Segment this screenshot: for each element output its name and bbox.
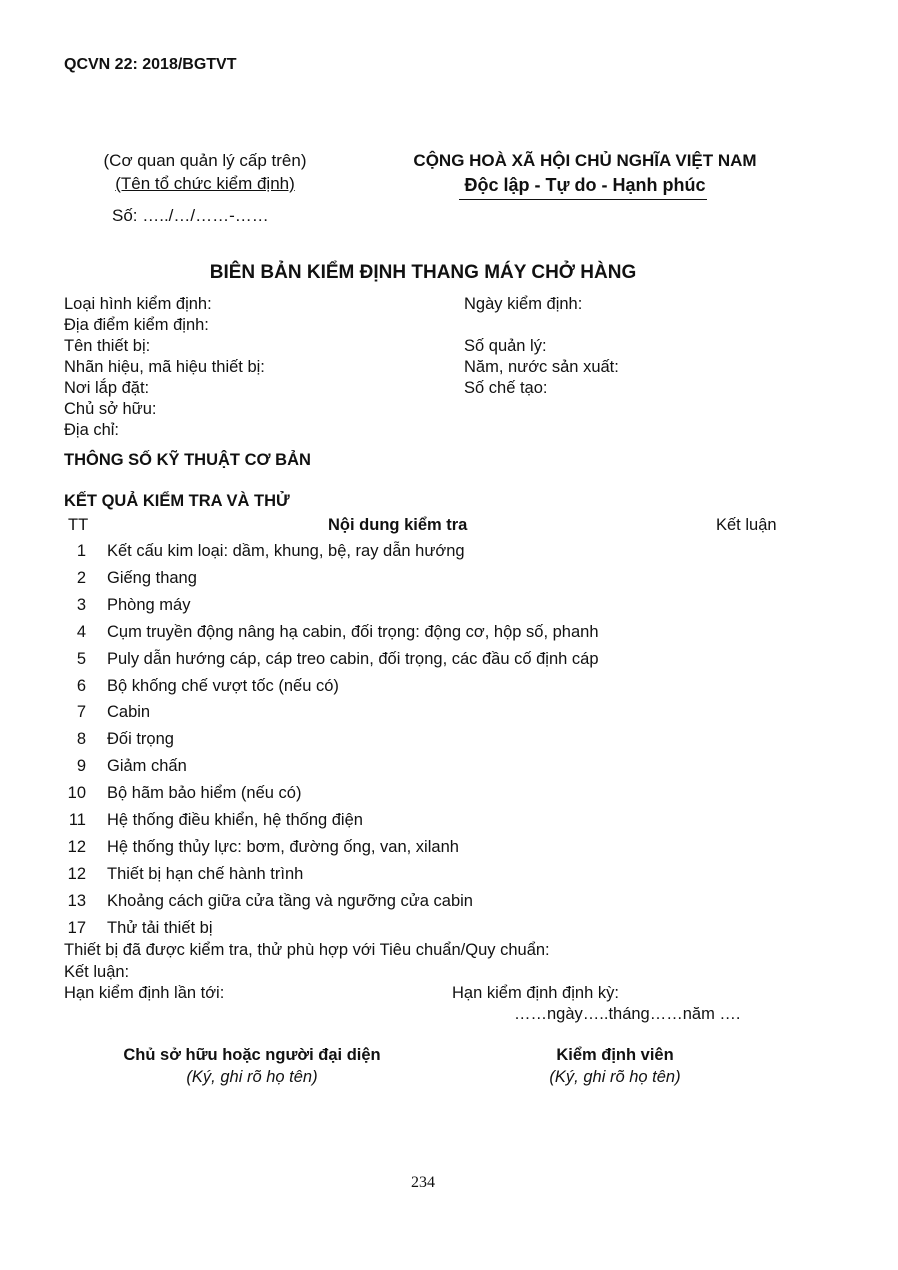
field-location: Địa điểm kiểm định: xyxy=(64,316,209,334)
page-number: 234 xyxy=(411,1174,435,1191)
table-row-tt: 12 xyxy=(67,865,86,883)
table-row-tt: 2 xyxy=(76,569,86,587)
field-owner: Chủ sở hữu: xyxy=(64,400,157,418)
table-row-tt: 12 xyxy=(67,838,86,856)
section-results: KẾT QUẢ KIỂM TRA VÀ THỬ xyxy=(64,492,290,510)
field-serial-no: Số chế tạo: xyxy=(464,379,548,397)
col-header-tt: TT xyxy=(68,516,89,534)
document-number: Số: …../…/……-…… xyxy=(112,206,269,225)
field-conclusion: Kết luận: xyxy=(64,963,130,981)
table-row-tt: 1 xyxy=(76,542,86,560)
table-row-tt: 10 xyxy=(67,784,86,802)
table-row-content: Bộ hãm bảo hiểm (nếu có) xyxy=(107,784,302,802)
nation-motto: Độc lập - Tự do - Hạnh phúc xyxy=(464,175,706,195)
table-row-tt: 3 xyxy=(76,596,86,614)
table-row-content: Hệ thống thủy lực: bơm, đường ống, van, xilanh xyxy=(107,838,459,856)
document-title: BIÊN BẢN KIỂM ĐỊNH THANG MÁY CHỞ HÀNG xyxy=(209,262,637,283)
table-row-tt: 11 xyxy=(68,811,86,829)
field-install-place: Nơi lắp đặt: xyxy=(64,379,150,397)
field-compliance: Thiết bị đã được kiểm tra, thử phù hợp với Tiêu chuẩn/Quy chuẩn: xyxy=(64,941,550,959)
table-row-tt: 9 xyxy=(76,757,86,775)
agency-parent: (Cơ quan quản lý cấp trên) xyxy=(103,151,307,170)
table-row-tt: 5 xyxy=(76,650,86,668)
signature-owner-title: Chủ sở hữu hoặc người đại diện xyxy=(123,1046,381,1064)
field-address: Địa chỉ: xyxy=(64,421,120,439)
table-row-content: Giảm chấn xyxy=(107,757,187,775)
field-brand-model: Nhãn hiệu, mã hiệu thiết bị: xyxy=(64,358,265,376)
table-row-content: Phòng máy xyxy=(107,596,191,614)
field-management-no: Số quản lý: xyxy=(464,337,547,355)
agency-name xyxy=(55,174,355,194)
table-row-tt: 4 xyxy=(76,623,86,641)
table-row-content: Cabin xyxy=(107,703,151,721)
col-header-conclusion: Kết luận xyxy=(716,516,777,534)
field-inspection-type: Loại hình kiểm định: xyxy=(64,295,212,313)
table-row-content: Khoảng cách giữa cửa tầng và ngưỡng cửa cabin xyxy=(107,892,473,910)
table-row-content: Bộ khống chế vượt tốc (nếu có) xyxy=(107,677,339,695)
regulation-code: QCVN 22: 2018/BGTVT xyxy=(64,56,237,73)
col-header-content: Nội dung kiểm tra xyxy=(328,516,468,534)
table-row-tt: 17 xyxy=(67,919,86,937)
field-device-name: Tên thiết bị: xyxy=(64,337,151,355)
section-specs: THÔNG SỐ KỸ THUẬT CƠ BẢN xyxy=(64,451,311,469)
table-row-content: Hệ thống điều khiển, hệ thống điện xyxy=(107,811,363,829)
signature-owner-note: (Ký, ghi rõ họ tên) xyxy=(186,1068,318,1086)
table-row-content: Kết cấu kim loại: dầm, khung, bệ, ray dẫn hướng xyxy=(107,542,465,560)
motto-underline xyxy=(459,199,707,200)
field-next-inspection: Hạn kiểm định lần tới: xyxy=(64,984,225,1002)
table-row-content: Giếng thang xyxy=(107,569,197,587)
table-row-content: Cụm truyền động nâng hạ cabin, đối trọng: động cơ, hộp số, phanh xyxy=(107,623,599,641)
field-year-country: Năm, nước sản xuất: xyxy=(464,358,619,376)
signature-inspector-note: (Ký, ghi rõ họ tên) xyxy=(549,1068,681,1086)
table-row-tt: 7 xyxy=(76,703,86,721)
nation-title: CỘNG HOÀ XÃ HỘI CHỦ NGHĨA VIỆT NAM xyxy=(413,151,757,170)
field-periodic-inspection: Hạn kiểm định định kỳ: xyxy=(452,984,619,1002)
agency-name-text: (Tên tổ chức kiểm định) xyxy=(115,174,295,193)
table-row-content: Thử tải thiết bị xyxy=(107,919,213,937)
table-row-content: Đối trọng xyxy=(107,730,174,748)
table-row-tt: 8 xyxy=(76,730,86,748)
table-row-content: Puly dẫn hướng cáp, cáp treo cabin, đối trọng, các đầu cố định cáp xyxy=(107,650,599,668)
table-row-content: Thiết bị hạn chế hành trình xyxy=(107,865,304,883)
table-row-tt: 6 xyxy=(76,677,86,695)
signature-inspector-title: Kiểm định viên xyxy=(556,1046,674,1064)
date-line: ……ngày…..tháng……năm …. xyxy=(514,1005,741,1023)
table-row-tt: 13 xyxy=(67,892,86,910)
field-inspection-date: Ngày kiểm định: xyxy=(464,295,583,313)
